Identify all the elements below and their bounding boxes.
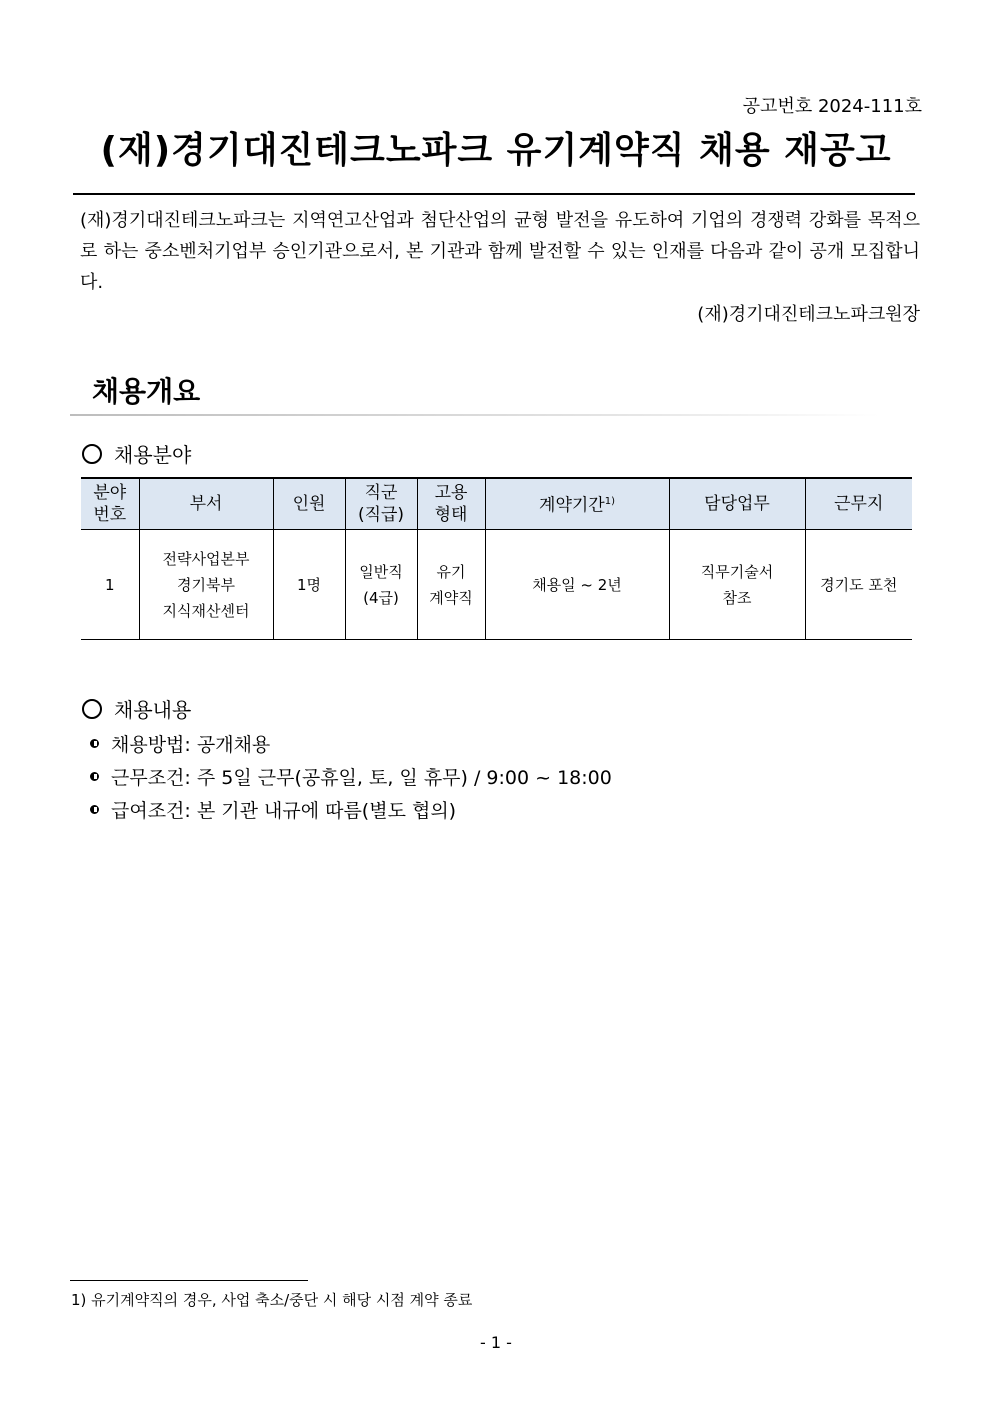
cell-location: 경기도 포천 xyxy=(805,530,912,640)
title-divider xyxy=(73,193,915,195)
bullet-icon xyxy=(90,772,99,781)
page-number: - 1 - xyxy=(480,1333,512,1352)
header-dept: 부서 xyxy=(139,478,273,530)
list-item: 근무조건: 주 5일 근무(공휴일, 토, 일 휴무) / 9:00 ~ 18:00 xyxy=(90,760,612,793)
table-row xyxy=(81,530,912,640)
header-location: 근무지 xyxy=(805,478,912,530)
cell-type: 유기 계약직 xyxy=(417,530,485,640)
header-field-no: 분야 번호 xyxy=(81,478,139,530)
cell-period: 채용일 ~ 2년 xyxy=(485,530,669,640)
footnote-ref: 1) xyxy=(604,496,615,508)
header-job: 직군 (직급) xyxy=(345,478,417,530)
signer: (재)경기대진테크노파크원장 xyxy=(697,304,920,325)
cell-dept: 전략사업본부 경기북부 지식재산센터 xyxy=(139,530,273,640)
section-title-overview: 채용개요 xyxy=(92,375,201,408)
footnote: 1) 유기계약직의 경우, 사업 축소/중단 시 해당 시점 계약 종료 xyxy=(71,1291,473,1309)
cell-count: 1명 xyxy=(273,530,345,640)
header-count: 인원 xyxy=(273,478,345,530)
section-divider xyxy=(70,414,880,416)
circle-bullet-icon xyxy=(82,444,102,464)
recruit-table xyxy=(81,477,912,640)
subheading-recruit-field xyxy=(82,439,191,468)
header-type: 고용 형태 xyxy=(417,478,485,530)
cell-no: 1 xyxy=(81,530,139,640)
details-list xyxy=(90,727,612,826)
intro-paragraph: (재)경기대진테크노파크는 지역연고산업과 첨단산업의 균형 발전을 유도하여 기업의 경쟁력 강화를 목적으로 하는 중소벤처기업부 승인기관으로서, 본 기관과 함께 발전할 수 있는 인재를 다음과 같이 공개 모집합니다. xyxy=(80,210,920,293)
notice-number: 공고번호 2024-111호 xyxy=(742,96,922,117)
subheading-label: 채용내용 xyxy=(114,698,192,722)
cell-job: 일반직 (4급) xyxy=(345,530,417,640)
subheading-recruit-details xyxy=(82,694,191,723)
subheading-label: 채용분야 xyxy=(114,443,192,467)
header-duty: 담당업무 xyxy=(669,478,805,530)
bullet-icon xyxy=(90,805,99,814)
list-item: 채용방법: 공개채용 xyxy=(90,727,612,760)
circle-bullet-icon xyxy=(82,699,102,719)
table-header-row xyxy=(81,478,912,530)
page-title: (재)경기대진테크노파크 유기계약직 채용 재공고 xyxy=(100,130,892,171)
bullet-icon xyxy=(90,739,99,748)
header-period: 계약기간$^{1)}$ xyxy=(485,478,669,530)
cell-duty: 직무기술서 참조 xyxy=(669,530,805,640)
footnote-divider xyxy=(70,1280,308,1281)
list-item: 급여조건: 본 기관 내규에 따름(별도 협의) xyxy=(90,793,612,826)
